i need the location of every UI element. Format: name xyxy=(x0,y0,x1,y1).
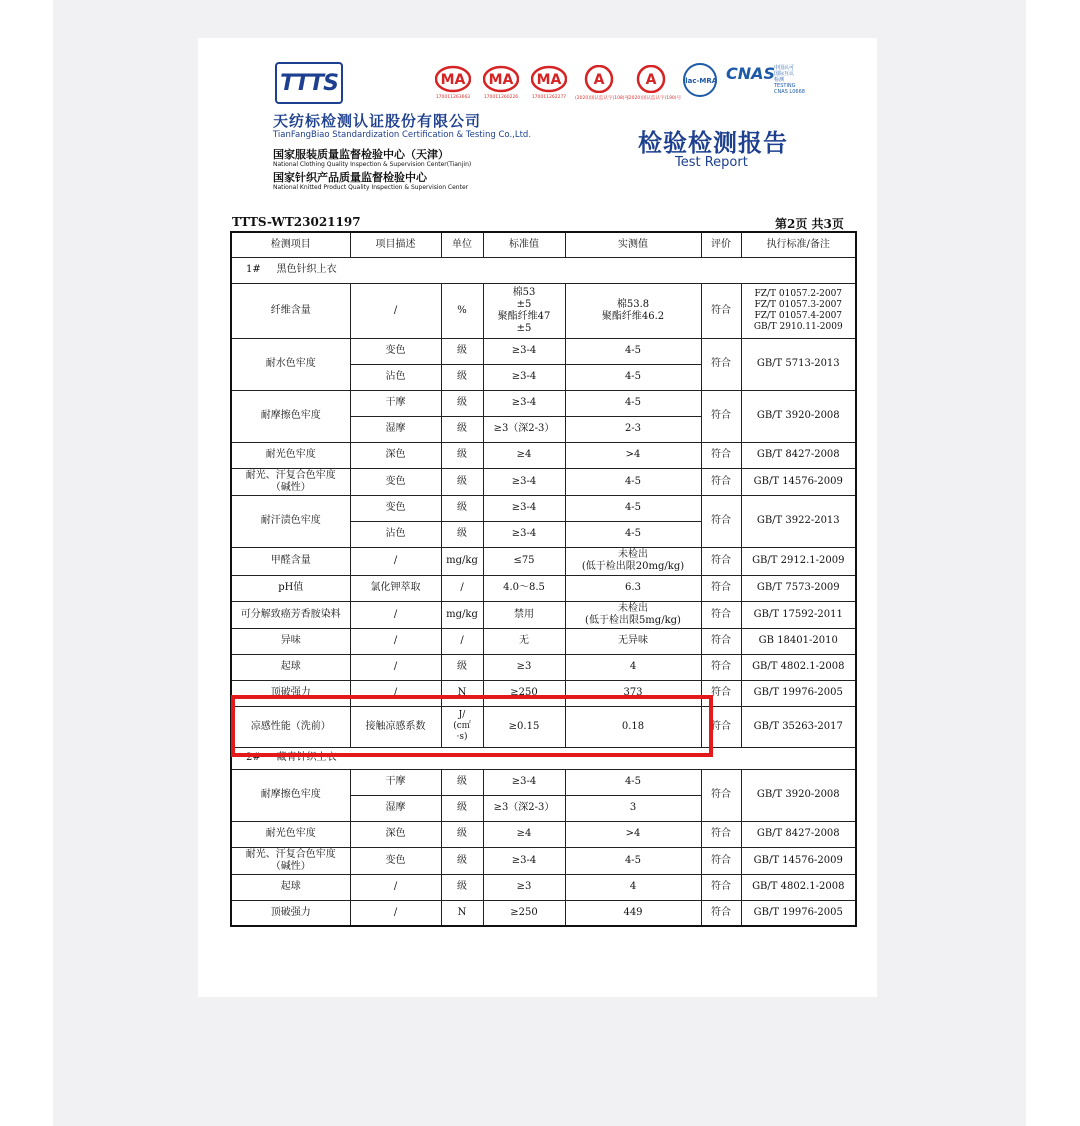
cnas-details: 中国认可 国际互认 检测 TESTING CNAS L0668 xyxy=(774,65,805,95)
ilac-mra-logo xyxy=(682,62,718,90)
table-row-cooling: 凉感性能（洗前） 接触凉感系数 J/ (c㎡ ·s) ≥0.15 0.18 符合 GB/T 35263-2017 xyxy=(231,706,856,747)
table-row: 耐水色牢度 变色 级 ≥3-4 4-5 符合 GB/T 5713-2013 xyxy=(231,338,856,364)
cnas-logo: CNAS xyxy=(726,64,776,83)
header-cell: 评价 xyxy=(701,232,741,257)
table-row: 湿摩 级 ≥3（深2-3） 2-3 xyxy=(231,416,856,442)
cal-badge-2: A (2020)国认监认字(190)号 xyxy=(633,65,669,93)
table-row: 耐光色牢度 深色 级 ≥4 >4 符合 GB/T 8427-2008 xyxy=(231,821,856,847)
ma-badge-2: MA 170011260226 xyxy=(483,65,519,93)
table-row: 可分解致癌芳香胺染料 / mg/kg 禁用 未检出 (低于检出限5mg/kg) 符合 GB/T 17592-2011 xyxy=(231,601,856,628)
center1-name-cn: 国家服装质量监督检验中心（天津） xyxy=(273,148,449,161)
section-row-1: 1# 黑色针织上衣 xyxy=(231,257,856,283)
header-cell: 标准值 xyxy=(483,232,565,257)
svg-text:ilac-MRA: ilac-MRA xyxy=(682,77,718,85)
report-page xyxy=(198,38,877,997)
svg-text:MA: MA xyxy=(536,72,562,88)
report-title-en: Test Report xyxy=(675,155,748,170)
table-row: pH值 氯化钾萃取 / 4.0～8.5 6.3 符合 GB/T 7573-2009 xyxy=(231,575,856,601)
table-row: 甲醛含量 / mg/kg ≤75 未检出 (低于检出限20mg/kg) 符合 GB/T 2912.1-2009 xyxy=(231,547,856,575)
svg-text:A: A xyxy=(593,72,605,88)
svg-text:MA: MA xyxy=(440,72,466,88)
header-cell: 执行标准/备注 xyxy=(741,232,856,257)
table-row: 耐光、汗复合色牢度 （碱性） 变色 级 ≥3-4 4-5 符合 GB/T 14576-2009 xyxy=(231,468,856,495)
org-name-cn: 天纺标检测认证股份有限公司 xyxy=(273,112,482,130)
table-row: 顶破强力 / N ≥250 373 符合 GB/T 19976-2005 xyxy=(231,680,856,706)
report-title-cn: 检验检测报告 xyxy=(638,128,788,157)
ttts-logo: TTTS xyxy=(275,62,343,104)
center2-name-cn: 国家针织产品质量监督检验中心 xyxy=(273,171,427,184)
header-cell: 单位 xyxy=(441,232,483,257)
table-row: 耐光色牢度 深色 级 ≥4 >4 符合 GB/T 8427-2008 xyxy=(231,442,856,468)
table-row: 耐光、汗复合色牢度 （碱性） 变色 级 ≥3-4 4-5 符合 GB/T 14576-2009 xyxy=(231,847,856,874)
report-number: TTTS-WT23021197 xyxy=(232,215,361,229)
svg-text:MA: MA xyxy=(488,72,514,88)
cal-badge-1: A (2020)国认监认字(108)号 xyxy=(581,65,617,93)
svg-text:A: A xyxy=(645,72,657,88)
table-row: 耐摩擦色牢度 干摩 级 ≥3-4 4-5 符合 GB/T 3920-2008 xyxy=(231,390,856,416)
table-row: 起球 / 级 ≥3 4 符合 GB/T 4802.1-2008 xyxy=(231,654,856,680)
page-indicator: 第2页 共3页 xyxy=(775,217,844,231)
highlight-box xyxy=(231,695,713,757)
table-row: 异味 / / 无 无异味 符合 GB 18401-2010 xyxy=(231,628,856,654)
table-header-row xyxy=(231,232,856,257)
table-row: 耐汗渍色牢度 变色 级 ≥3-4 4-5 符合 GB/T 3922-2013 xyxy=(231,495,856,521)
header-cell: 实测值 xyxy=(565,232,701,257)
table-row: 顶破强力 / N ≥250 449 符合 GB/T 19976-2005 xyxy=(231,900,856,926)
ma-badge-1: MA 170011263663 xyxy=(435,65,471,93)
section-row-2: 2# 藏青针织上衣 xyxy=(231,747,856,769)
test-results-table xyxy=(230,231,857,927)
ma-badge-3: MA 170011262277 xyxy=(531,65,567,93)
table-row: 沾色 级 ≥3-4 4-5 xyxy=(231,364,856,390)
header-cell: 项目描述 xyxy=(350,232,441,257)
header-cell: 检测项目 xyxy=(231,232,350,257)
table-row: 耐摩擦色牢度 干摩 级 ≥3-4 4-5 符合 GB/T 3920-2008 xyxy=(231,769,856,795)
org-name-en: TianFangBiao Standardization Certification & Testing Co.,Ltd. xyxy=(273,130,532,140)
table-row: 湿摩 级 ≥3（深2-3） 3 xyxy=(231,795,856,821)
table-row: 纤维含量 / % 棉53 ±5 聚酯纤维47 ±5 棉53.8 聚酯纤维46.2 符合 FZ/T 01057.2-2007 FZ/T 01057.3-2007 FZ/T 01057.4-2007 GB/T 2910.11-2009 xyxy=(231,283,856,338)
center1-name-en: National Clothing Quality Inspection & Supervision Center(Tianjin) xyxy=(273,161,472,168)
center2-name-en: National Knitted Product Quality Inspection & Supervision Center xyxy=(273,184,469,191)
table-row: 起球 / 级 ≥3 4 符合 GB/T 4802.1-2008 xyxy=(231,874,856,900)
table-row: 沾色 级 ≥3-4 4-5 xyxy=(231,521,856,547)
